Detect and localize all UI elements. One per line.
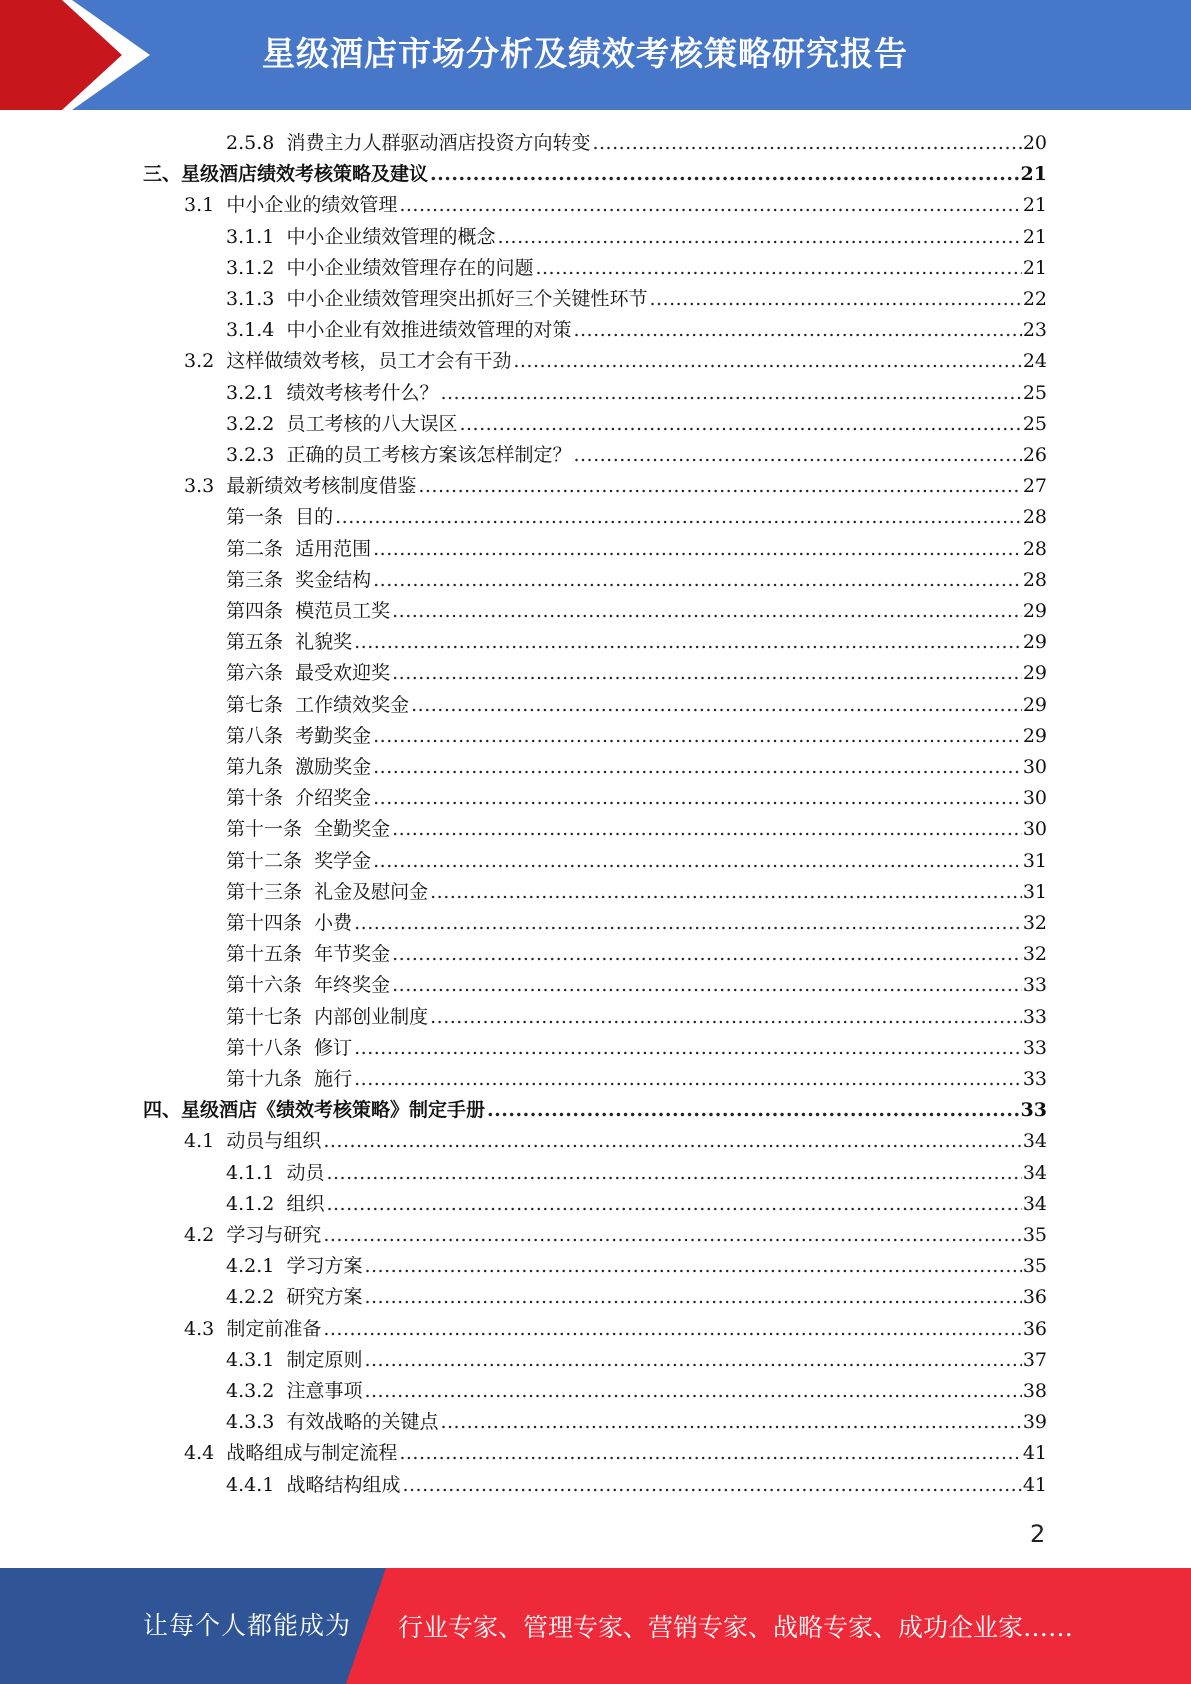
toc-entry[interactable] bbox=[226, 970, 1047, 1000]
toc-entry-title: 动员与组织 bbox=[226, 1130, 322, 1153]
toc-entry-title: 礼貌奖 bbox=[295, 631, 353, 654]
toc-entry-label bbox=[226, 1064, 354, 1094]
toc-entry-number: 4.4 bbox=[184, 1442, 215, 1465]
toc-entry-title: 全勤奖金 bbox=[314, 818, 391, 841]
toc-entry[interactable] bbox=[226, 1407, 1047, 1437]
toc-entry[interactable] bbox=[226, 1345, 1047, 1375]
toc-entry-page: 23 bbox=[1022, 319, 1047, 342]
toc-entry-title: 小费 bbox=[314, 912, 353, 934]
toc-entry-label bbox=[226, 721, 373, 751]
toc-entry-page: 25 bbox=[1022, 381, 1047, 404]
toc-entry-title: 星级酒店绩效考核策略及建议 bbox=[181, 163, 429, 186]
toc-entry-label bbox=[184, 471, 418, 501]
toc-entry-label bbox=[226, 378, 440, 408]
toc-entry[interactable] bbox=[226, 690, 1047, 720]
toc-entry-label bbox=[226, 1189, 326, 1219]
toc-dot-leader bbox=[335, 502, 1022, 532]
toc-dot-leader bbox=[354, 1033, 1022, 1063]
toc-entry-number: 3.3 bbox=[184, 475, 215, 498]
toc-entry-page: 30 bbox=[1022, 787, 1047, 810]
toc-entry-title: 奖学金 bbox=[314, 849, 372, 872]
toc-dot-leader bbox=[323, 1220, 1021, 1250]
toc-entry[interactable] bbox=[226, 253, 1047, 283]
toc-entry-label bbox=[226, 1470, 402, 1500]
toc-entry-page: 27 bbox=[1022, 475, 1047, 498]
toc-entry[interactable] bbox=[226, 846, 1047, 876]
toc-entry-number: 4.1.1 bbox=[226, 1161, 275, 1184]
toc-entry-page: 21 bbox=[1022, 256, 1047, 279]
toc-entry-page: 26 bbox=[1022, 444, 1047, 466]
toc-dot-leader bbox=[440, 1407, 1021, 1437]
toc-entry-page: 36 bbox=[1022, 1286, 1047, 1309]
toc-entry-number: 第三条 bbox=[226, 568, 284, 591]
footer-slogan-right: 行业专家、管理专家、营销专家、战略专家、成功企业家…… bbox=[398, 1613, 1074, 1642]
toc-entry-title: 中小企业绩效管理突出抓好三个关键性环节 bbox=[286, 288, 648, 310]
toc-entry[interactable] bbox=[226, 721, 1047, 751]
toc-entry[interactable] bbox=[226, 284, 1047, 314]
toc-entry[interactable] bbox=[226, 1251, 1047, 1281]
toc-entry-number: 4.4.1 bbox=[226, 1473, 275, 1496]
toc-entry-number: 2.5.8 bbox=[226, 132, 275, 154]
toc-entry-number: 3.2.3 bbox=[226, 444, 275, 466]
toc-entry[interactable] bbox=[226, 752, 1047, 782]
toc-entry-title: 介绍奖金 bbox=[295, 787, 372, 810]
toc-entry-title: 年节奖金 bbox=[314, 943, 391, 966]
toc-entry-number: 4.3.2 bbox=[226, 1380, 275, 1402]
toc-entry-title: 目的 bbox=[295, 506, 334, 529]
toc-entry-page: 21 bbox=[1022, 194, 1047, 217]
toc-dot-leader bbox=[326, 1158, 1021, 1188]
toc-entry-number: 第十八条 bbox=[226, 1036, 303, 1059]
toc-dot-leader bbox=[364, 1282, 1021, 1312]
toc-entry-label bbox=[184, 1438, 399, 1468]
toc-entry-label bbox=[143, 1095, 487, 1125]
toc-entry-page: 29 bbox=[1022, 724, 1047, 747]
toc-entry-page: 41 bbox=[1022, 1473, 1047, 1496]
toc-entry-label bbox=[226, 253, 535, 283]
toc-dot-leader bbox=[535, 253, 1021, 283]
toc-entry-label bbox=[226, 284, 649, 314]
toc-entry-title: 年终奖金 bbox=[314, 974, 391, 997]
toc-dot-leader bbox=[399, 190, 1021, 220]
toc-entry-page: 30 bbox=[1022, 756, 1047, 778]
footer-slogan-left: 让每个人都能成为 bbox=[143, 1611, 352, 1640]
toc-entry-label bbox=[226, 690, 411, 720]
toc-dot-leader bbox=[373, 721, 1022, 751]
toc-entry[interactable] bbox=[184, 346, 1047, 376]
toc-dot-leader bbox=[430, 159, 1020, 189]
toc-dot-leader bbox=[487, 1095, 1020, 1125]
toc-entry-label bbox=[184, 190, 399, 220]
toc-entry-number: 4.3.3 bbox=[226, 1411, 275, 1434]
toc-entry-label bbox=[226, 596, 392, 626]
toc-entry-label bbox=[226, 627, 354, 657]
toc-entry[interactable] bbox=[143, 159, 1047, 189]
toc-entry-page: 24 bbox=[1022, 350, 1047, 373]
toc-entry-title: 中小企业绩效管理的概念 bbox=[286, 225, 496, 248]
toc-entry-title: 适用范围 bbox=[295, 537, 372, 560]
toc-entry-title: 注意事项 bbox=[286, 1380, 363, 1402]
toc-dot-leader bbox=[323, 1314, 1021, 1344]
toc-entry-number: 第一条 bbox=[226, 506, 284, 529]
toc-dot-leader bbox=[430, 1002, 1022, 1032]
toc-entry-title: 正确的员工考核方案该怎样制定？ bbox=[286, 444, 572, 466]
toc-entry-number: 第十五条 bbox=[226, 943, 303, 966]
toc-entry[interactable] bbox=[184, 1438, 1047, 1468]
toc-entry-page: 21 bbox=[1022, 225, 1047, 248]
toc-entry-label bbox=[226, 1158, 326, 1188]
toc-entry-number: 第二条 bbox=[226, 537, 284, 560]
page-header bbox=[0, 0, 1191, 110]
toc-entry-number: 第十七条 bbox=[226, 1005, 303, 1028]
toc-entry[interactable] bbox=[184, 1220, 1047, 1250]
toc-dot-leader bbox=[573, 440, 1021, 470]
toc-entry-title: 中小企业有效推进绩效管理的对策 bbox=[286, 319, 572, 342]
header-title: 星级酒店市场分析及绩效考核策略研究报告 bbox=[262, 34, 908, 73]
toc-entry-number: 第十一条 bbox=[226, 818, 303, 841]
toc-entry-page: 41 bbox=[1022, 1442, 1047, 1465]
toc-entry-label bbox=[226, 877, 430, 907]
toc-dot-leader bbox=[430, 877, 1022, 907]
toc-dot-leader bbox=[392, 939, 1022, 969]
toc-entry-number: 4.2.1 bbox=[226, 1255, 275, 1278]
toc-dot-leader bbox=[392, 596, 1022, 626]
toc-entry-label bbox=[226, 534, 373, 564]
toc-entry-label bbox=[226, 783, 373, 813]
toc-entry-label bbox=[226, 128, 592, 158]
toc-entry-title: 最受欢迎奖 bbox=[295, 662, 391, 685]
toc-entry-number: 四、 bbox=[143, 1099, 182, 1122]
toc-entry-title: 战略组成与制定流程 bbox=[226, 1442, 398, 1465]
toc-entry-page: 35 bbox=[1022, 1255, 1047, 1278]
toc-entry-label bbox=[226, 1002, 430, 1032]
toc-entry-number: 4.2.2 bbox=[226, 1286, 275, 1309]
toc-entry-page: 31 bbox=[1022, 880, 1047, 903]
toc-entry-label bbox=[226, 1033, 354, 1063]
toc-entry-label bbox=[226, 222, 497, 252]
toc-entry[interactable] bbox=[184, 1314, 1047, 1344]
toc-entry[interactable] bbox=[226, 1189, 1047, 1219]
toc-entry-number: 第十四条 bbox=[226, 912, 303, 934]
toc-entry-page: 36 bbox=[1022, 1317, 1047, 1340]
toc-entry-page: 33 bbox=[1022, 974, 1047, 997]
toc-entry[interactable] bbox=[184, 1126, 1047, 1156]
toc-entry-page: 29 bbox=[1022, 662, 1047, 685]
toc-dot-leader bbox=[497, 222, 1021, 252]
toc-entry[interactable] bbox=[226, 1470, 1047, 1500]
toc-entry-page: 29 bbox=[1022, 693, 1047, 716]
toc-entry-label bbox=[184, 1314, 323, 1344]
toc-entry[interactable] bbox=[226, 877, 1047, 907]
toc-entry-title: 中小企业绩效管理存在的问题 bbox=[286, 256, 534, 279]
toc-entry-title: 学习与研究 bbox=[226, 1224, 322, 1246]
toc-entry[interactable] bbox=[226, 534, 1047, 564]
toc-entry-page: 20 bbox=[1022, 132, 1047, 154]
toc-dot-leader bbox=[418, 471, 1021, 501]
toc-entry[interactable] bbox=[143, 1095, 1047, 1125]
toc-entry-page: 28 bbox=[1022, 537, 1047, 560]
toc-entry-title: 施行 bbox=[314, 1068, 353, 1090]
toc-entry-label bbox=[226, 1251, 364, 1281]
toc-entry[interactable] bbox=[226, 378, 1047, 408]
page-footer bbox=[0, 1568, 1191, 1684]
toc-dot-leader bbox=[573, 315, 1021, 345]
toc-dot-leader bbox=[364, 1345, 1021, 1375]
toc-dot-leader bbox=[364, 1251, 1021, 1281]
toc-entry-number: 3.2.2 bbox=[226, 412, 275, 435]
toc-entry-number: 第十二条 bbox=[226, 849, 303, 872]
toc-dot-leader bbox=[373, 565, 1022, 595]
toc-entry-title: 考勤奖金 bbox=[295, 724, 372, 747]
toc-entry-page: 29 bbox=[1022, 600, 1047, 622]
toc-entry-number: 三、 bbox=[143, 163, 182, 186]
toc-entry-title: 内部创业制度 bbox=[314, 1005, 429, 1028]
toc-entry[interactable] bbox=[184, 190, 1047, 220]
toc-entry-title: 动员 bbox=[286, 1161, 325, 1184]
toc-dot-leader bbox=[354, 908, 1022, 938]
toc-entry-title: 制定原则 bbox=[286, 1348, 363, 1371]
toc-entry[interactable] bbox=[226, 1158, 1047, 1188]
toc-entry-label bbox=[226, 752, 373, 782]
toc-entry-label bbox=[226, 409, 459, 439]
toc-dot-leader bbox=[592, 128, 1021, 158]
toc-entry-page: 33 bbox=[1022, 1005, 1047, 1028]
toc-entry-label bbox=[184, 1220, 323, 1250]
toc-entry-number: 3.1 bbox=[184, 194, 215, 217]
toc-entry-number: 4.1 bbox=[184, 1130, 215, 1153]
toc-entry-page: 33 bbox=[1020, 1099, 1047, 1122]
toc-dot-leader bbox=[513, 346, 1021, 376]
toc-entry-label bbox=[226, 814, 392, 844]
toc-entry[interactable] bbox=[226, 596, 1047, 626]
toc-dot-leader bbox=[373, 534, 1022, 564]
toc-entry-page: 33 bbox=[1022, 1036, 1047, 1059]
toc-entry[interactable] bbox=[226, 409, 1047, 439]
toc-entry[interactable] bbox=[226, 1064, 1047, 1094]
toc-dot-leader bbox=[373, 783, 1022, 813]
toc-entry-title: 战略结构组成 bbox=[286, 1473, 401, 1496]
toc-entry[interactable] bbox=[226, 783, 1047, 813]
toc-dot-leader bbox=[440, 378, 1021, 408]
toc-entry-title: 员工考核的八大误区 bbox=[286, 412, 458, 435]
toc-entry-title: 星级酒店《绩效考核策略》制定手册 bbox=[181, 1099, 486, 1122]
toc-entry-title: 这样做绩效考核，员工才会有干劲 bbox=[226, 350, 512, 373]
toc-entry[interactable] bbox=[226, 814, 1047, 844]
toc-entry-number: 4.2 bbox=[184, 1224, 215, 1246]
toc-entry-page: 31 bbox=[1022, 849, 1047, 872]
toc-entry-number: 第四条 bbox=[226, 600, 284, 622]
toc-entry-number: 3.2 bbox=[184, 350, 215, 373]
toc-entry-title: 消费主力人群驱动酒店投资方向转变 bbox=[286, 132, 591, 154]
toc-dot-leader bbox=[399, 1438, 1021, 1468]
toc-entry-number: 第十条 bbox=[226, 787, 284, 810]
toc-entry-page: 25 bbox=[1022, 412, 1047, 435]
toc-entry-label bbox=[226, 502, 335, 532]
toc-entry-title: 中小企业的绩效管理 bbox=[226, 194, 398, 217]
toc-entry[interactable] bbox=[226, 440, 1047, 470]
toc-entry-number: 第五条 bbox=[226, 631, 284, 654]
toc-entry-page: 34 bbox=[1022, 1130, 1047, 1153]
toc-entry-label bbox=[226, 565, 373, 595]
toc-entry-page: 29 bbox=[1022, 631, 1047, 654]
toc-entry[interactable] bbox=[184, 471, 1047, 501]
toc-entry-number: 第十九条 bbox=[226, 1068, 303, 1090]
toc-entry-page: 28 bbox=[1022, 568, 1047, 591]
toc-entry-page: 22 bbox=[1022, 288, 1047, 310]
toc-entry-number: 4.3.1 bbox=[226, 1348, 275, 1371]
toc-entry-page: 35 bbox=[1022, 1224, 1047, 1246]
toc-entry-title: 绩效考核考什么？ bbox=[286, 381, 439, 404]
toc-entry-label bbox=[226, 908, 354, 938]
toc-entry[interactable] bbox=[226, 315, 1047, 345]
toc-entry-page: 38 bbox=[1022, 1380, 1047, 1402]
toc-entry[interactable] bbox=[226, 1033, 1047, 1063]
toc-entry-title: 组织 bbox=[286, 1192, 325, 1215]
toc-dot-leader bbox=[459, 409, 1021, 439]
toc-entry-page: 32 bbox=[1022, 943, 1047, 966]
toc-entry-number: 第十六条 bbox=[226, 974, 303, 997]
toc-entry[interactable] bbox=[226, 658, 1047, 688]
toc-entry-page: 30 bbox=[1022, 818, 1047, 841]
toc-entry-label bbox=[226, 1407, 440, 1437]
toc-entry-number: 3.1.4 bbox=[226, 319, 275, 342]
toc-entry-number: 3.1.1 bbox=[226, 225, 275, 248]
toc-entry-label bbox=[226, 658, 392, 688]
toc-entry-title: 学习方案 bbox=[286, 1255, 363, 1278]
toc-entry-label bbox=[226, 1376, 364, 1406]
toc-entry[interactable] bbox=[226, 1282, 1047, 1312]
toc-entry[interactable] bbox=[226, 128, 1047, 158]
toc-entry[interactable] bbox=[226, 222, 1047, 252]
toc-entry-title: 奖金结构 bbox=[295, 568, 372, 591]
toc-entry-number: 3.1.3 bbox=[226, 288, 275, 310]
toc-entry-number: 第六条 bbox=[226, 662, 284, 685]
toc-dot-leader bbox=[392, 970, 1022, 1000]
toc-entry-label bbox=[184, 346, 513, 376]
toc-entry-number: 第七条 bbox=[226, 693, 284, 716]
toc-entry-number: 第八条 bbox=[226, 724, 284, 747]
toc-dot-leader bbox=[402, 1470, 1021, 1500]
toc-dot-leader bbox=[392, 814, 1022, 844]
toc-entry-number: 4.1.2 bbox=[226, 1192, 275, 1215]
toc-entry-label bbox=[226, 970, 392, 1000]
toc-entry-title: 有效战略的关键点 bbox=[286, 1411, 439, 1434]
toc-dot-leader bbox=[323, 1126, 1021, 1156]
page-number: 2 bbox=[1030, 1520, 1046, 1548]
toc-entry[interactable] bbox=[226, 908, 1047, 938]
toc-dot-leader bbox=[373, 846, 1022, 876]
toc-dot-leader bbox=[392, 658, 1022, 688]
toc-entry-label bbox=[226, 1345, 364, 1375]
toc-entry-label bbox=[226, 846, 373, 876]
toc-entry-number: 第九条 bbox=[226, 756, 284, 778]
toc-entry-title: 模范员工奖 bbox=[295, 600, 391, 622]
toc-entry-title: 礼金及慰问金 bbox=[314, 880, 429, 903]
toc-entry-title: 研究方案 bbox=[286, 1286, 363, 1309]
toc-dot-leader bbox=[411, 690, 1022, 720]
toc-dot-leader bbox=[364, 1376, 1021, 1406]
toc-dot-leader bbox=[354, 1064, 1022, 1094]
toc-entry[interactable] bbox=[226, 939, 1047, 969]
toc-dot-leader bbox=[649, 284, 1021, 314]
toc-entry-title: 工作绩效奖金 bbox=[295, 693, 410, 716]
toc-dot-leader bbox=[326, 1189, 1021, 1219]
toc-entry-label bbox=[143, 159, 430, 189]
toc-entry[interactable] bbox=[226, 565, 1047, 595]
toc-entry-page: 39 bbox=[1022, 1411, 1047, 1434]
toc-entry-number: 3.1.2 bbox=[226, 256, 275, 279]
toc-entry-page: 37 bbox=[1022, 1348, 1047, 1371]
toc-entry[interactable] bbox=[226, 1376, 1047, 1406]
toc-entry[interactable] bbox=[226, 502, 1047, 532]
toc-entry-page: 28 bbox=[1022, 506, 1047, 529]
toc-entry-page: 33 bbox=[1022, 1068, 1047, 1090]
toc-entry-label bbox=[226, 939, 392, 969]
toc-entry-title: 最新绩效考核制度借鉴 bbox=[226, 475, 417, 498]
toc-entry-number: 4.3 bbox=[184, 1317, 215, 1340]
toc-entry-label bbox=[226, 1282, 364, 1312]
toc-entry-number: 3.2.1 bbox=[226, 381, 275, 404]
toc-dot-leader bbox=[373, 752, 1022, 782]
toc-entry-page: 34 bbox=[1022, 1161, 1047, 1184]
toc-dot-leader bbox=[354, 627, 1022, 657]
toc-entry[interactable] bbox=[226, 1002, 1047, 1032]
toc-entry-title: 修订 bbox=[314, 1036, 353, 1059]
toc-entry-label bbox=[226, 440, 573, 470]
toc-entry-title: 制定前准备 bbox=[226, 1317, 322, 1340]
toc-entry-page: 32 bbox=[1022, 912, 1047, 934]
toc-entry-number: 第十三条 bbox=[226, 880, 303, 903]
toc-entry-page: 34 bbox=[1022, 1192, 1047, 1215]
toc-entry-label bbox=[184, 1126, 323, 1156]
toc-entry-title: 激励奖金 bbox=[295, 756, 372, 778]
toc-entry-page: 21 bbox=[1020, 163, 1047, 186]
toc-entry-label bbox=[226, 315, 573, 345]
toc-entry[interactable] bbox=[226, 627, 1047, 657]
